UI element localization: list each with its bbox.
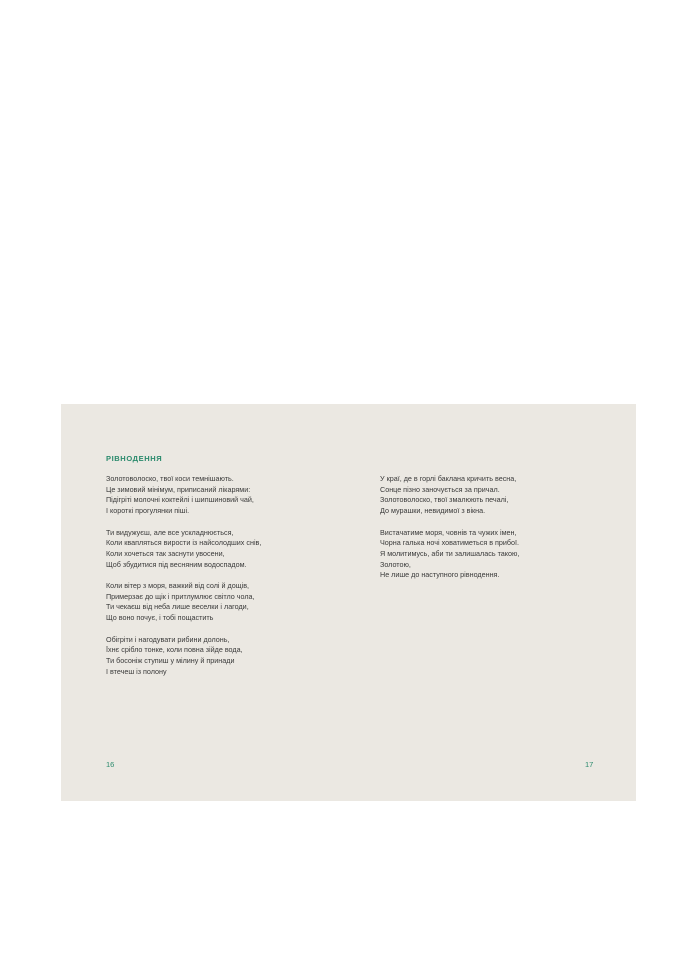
stanza <box>380 474 519 517</box>
page-number-right: 17 <box>585 760 594 769</box>
poem-line: Їхнє сріблo тонке, коли повна зійде вода, <box>106 645 243 655</box>
left-page <box>61 404 348 801</box>
poem-line: Ти чекаєш від неба лише веселки і лагоди, <box>106 602 249 612</box>
poem-line: І втечеш із полону <box>106 666 167 676</box>
right-page <box>349 404 636 801</box>
poem-line: Я молитимусь, аби ти залишалась такою, <box>380 548 520 558</box>
poem-line: У краї, де в горлі баклана кричить весна, <box>380 474 517 483</box>
poem-line: Примерзає до щік і притлумлює світло чола, <box>106 591 255 601</box>
poem-line: Не лише до наступного рівнодення. <box>380 570 500 580</box>
stanza <box>106 581 261 624</box>
poem-text-left <box>106 474 261 688</box>
poem-line: Сонце пізно заночується за причал. <box>380 484 500 494</box>
poem-line: Ти босоніж ступиш у мілину й принади <box>106 655 235 665</box>
poem-title: РІВНОДЕННЯ <box>106 454 163 463</box>
stanza <box>106 635 261 678</box>
poem-line: Коли хочеться так заснути увосени, <box>106 548 225 558</box>
poem-line: Золотоволоско, твої коси темнішають. <box>106 474 234 483</box>
poem-line: І короткі прогулянки піші. <box>106 506 190 516</box>
poem-line: Вистачатиме моря, човнів та чужих імен, <box>380 527 517 537</box>
poem-line: Щоб збудитися під весняним водоспадом. <box>106 559 247 569</box>
poem-line: Коли квапляться вирости із найсолодших снів, <box>106 538 262 548</box>
poem-line: Коли вітер з моря, важкий від солі й дощів, <box>106 581 250 590</box>
book-spread <box>61 404 636 801</box>
poem-line: Обігріти і нагодувати рибини долонь, <box>106 634 230 644</box>
stanza <box>106 528 261 571</box>
page-number-left: 16 <box>106 760 115 769</box>
poem-line: Що воно почує, і тобі пощастить <box>106 613 214 623</box>
poem-line: Це зимовий мінімум, приписаний лікарями: <box>106 484 251 494</box>
poem-line: Ти видужуєш, але все ускладнюється, <box>106 527 234 537</box>
poem-line: До мурашки, невидимої з вікна. <box>380 506 486 516</box>
stanza <box>106 474 261 517</box>
poem-line: Золотоволоско, твої змалюють печалі, <box>380 495 509 505</box>
poem-line: Чорна галька ночі ховатиметься в прибої. <box>380 538 520 548</box>
poem-line: Підігріті молочні коктейлі і шипшиновий чай, <box>106 495 254 505</box>
stanza <box>380 528 519 582</box>
poem-line: Золотою, <box>380 559 411 569</box>
poem-text-right <box>380 474 519 592</box>
